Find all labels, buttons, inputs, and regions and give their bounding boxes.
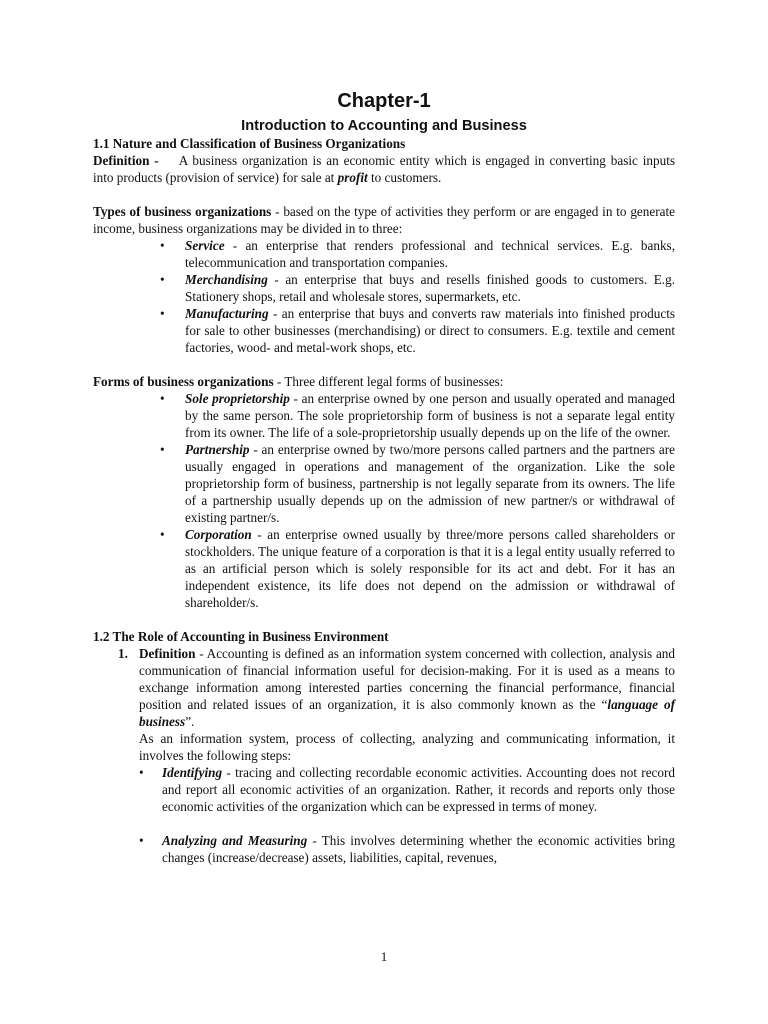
definition-text: A business organization is an economic entity which is engaged in converting basic inputs into products (provision of service) for sale at	[93, 153, 675, 185]
item-text-end: ”.	[185, 714, 195, 729]
definition-emphasis: profit	[337, 170, 368, 185]
list-item	[185, 237, 675, 271]
types-list	[93, 237, 675, 356]
item-term: Merchandising	[185, 272, 268, 287]
definition-paragraph	[93, 152, 675, 186]
page-content	[93, 88, 675, 866]
section-heading-1-1: 1.1 Nature and Classification of Business Organizations	[93, 136, 406, 151]
item-text: - an enterprise owned by two/more persons called partners and the partners are usually engaged in operations and management of the organization. Like the sole proprietorship form of business, partnership is not legally separate from its owners. The life of a partnership usually depends up on the admission of new partner/s or withdrawal of existing partner/s.	[185, 442, 675, 525]
step-term: Identifying	[162, 765, 223, 780]
forms-list	[93, 390, 675, 611]
step-text: - tracing and collecting recordable economic activities. Accounting does not record and report all economic activities of an organization. Rather, it records and reports only those economic activities of the organization which can be expressed in terms of money.	[162, 765, 675, 814]
item-term: Manufacturing	[185, 306, 269, 321]
item-term: Partnership	[185, 442, 250, 457]
list-item	[185, 526, 675, 611]
forms-label: Forms of business organizations	[93, 374, 274, 389]
list-item	[185, 305, 675, 356]
item-label: Definition	[139, 646, 196, 661]
item-number: 1.	[118, 646, 128, 661]
item-text: - an enterprise owned usually by three/more persons called shareholders or stockholders. The unique feature of a corporation is that it is a legal entity usually referred to as an artificial person which is solely responsible for its act and debt. For it has an independent existence, its life does not depend on the admission or withdrawal of shareholder/s.	[185, 527, 675, 610]
item-text: - an enterprise that buys and resells finished goods to customers. E.g. Stationery shops, retail and wholesale stores, supermarkets, etc.	[185, 272, 675, 304]
item-term: Sole proprietorship	[185, 391, 290, 406]
definition-text-end: to customers.	[367, 170, 442, 185]
types-paragraph	[93, 203, 675, 237]
item-text: - an enterprise that buys and converts raw materials into finished products for sale to other businesses (merchandising) or direct to consumers. E.g. textile and cement factories, wood- and metal-work shops, etc.	[185, 306, 675, 355]
item-term: Corporation	[185, 527, 252, 542]
item-text: - an enterprise owned by one person and usually operated and managed by the same person. The sole proprietorship form of business is not a separate legal entity from its owner. The life of a sole-proprietorship usually depends up on the life of the owner.	[185, 391, 675, 440]
list-item	[185, 271, 675, 305]
forms-intro: - Three different legal forms of businesses:	[273, 374, 504, 389]
definition-label: Definition -	[93, 153, 159, 168]
item-text: - an enterprise that renders professional and technical services. E.g. banks, telecommunication and transportation companies.	[185, 238, 675, 270]
section-heading-1-2: 1.2 The Role of Accounting in Business Environment	[93, 629, 389, 644]
item-text: - Accounting is defined as an information system concerned with collection, analysis and communication of financial information useful for decision-making. For it is used as a means to exchange information among interested parties concerning the financial performance, financial position and related issues of an organization, it is also commonly known as the “	[139, 646, 675, 712]
types-intro: - based on the type of activities they perform or are engaged in to generate income, business organizations may be divided in to three:	[93, 204, 675, 236]
types-label: Types of business organizations	[93, 204, 272, 219]
list-item	[162, 832, 675, 866]
list-item	[93, 645, 675, 764]
steps-list	[93, 764, 675, 866]
list-item	[185, 441, 675, 526]
item-emphasis: language of business	[139, 697, 676, 729]
list-item	[162, 764, 675, 815]
chapter-subtitle: Introduction to Accounting and Business	[241, 118, 527, 134]
forms-paragraph	[93, 373, 675, 390]
chapter-title: Chapter-1	[337, 90, 431, 112]
process-paragraph: As an information system, process of collecting, analyzing and communicating information, it involves the following steps:	[139, 731, 675, 763]
step-text: - This involves determining whether the economic activities bring changes (increase/decrease) assets, liabilities, capital, revenues,	[162, 833, 675, 865]
item-term: Service	[185, 238, 225, 253]
step-term: Analyzing and Measuring	[162, 833, 308, 848]
numbered-list	[93, 645, 675, 764]
page-number: 1	[380, 949, 388, 964]
list-item	[185, 390, 675, 441]
